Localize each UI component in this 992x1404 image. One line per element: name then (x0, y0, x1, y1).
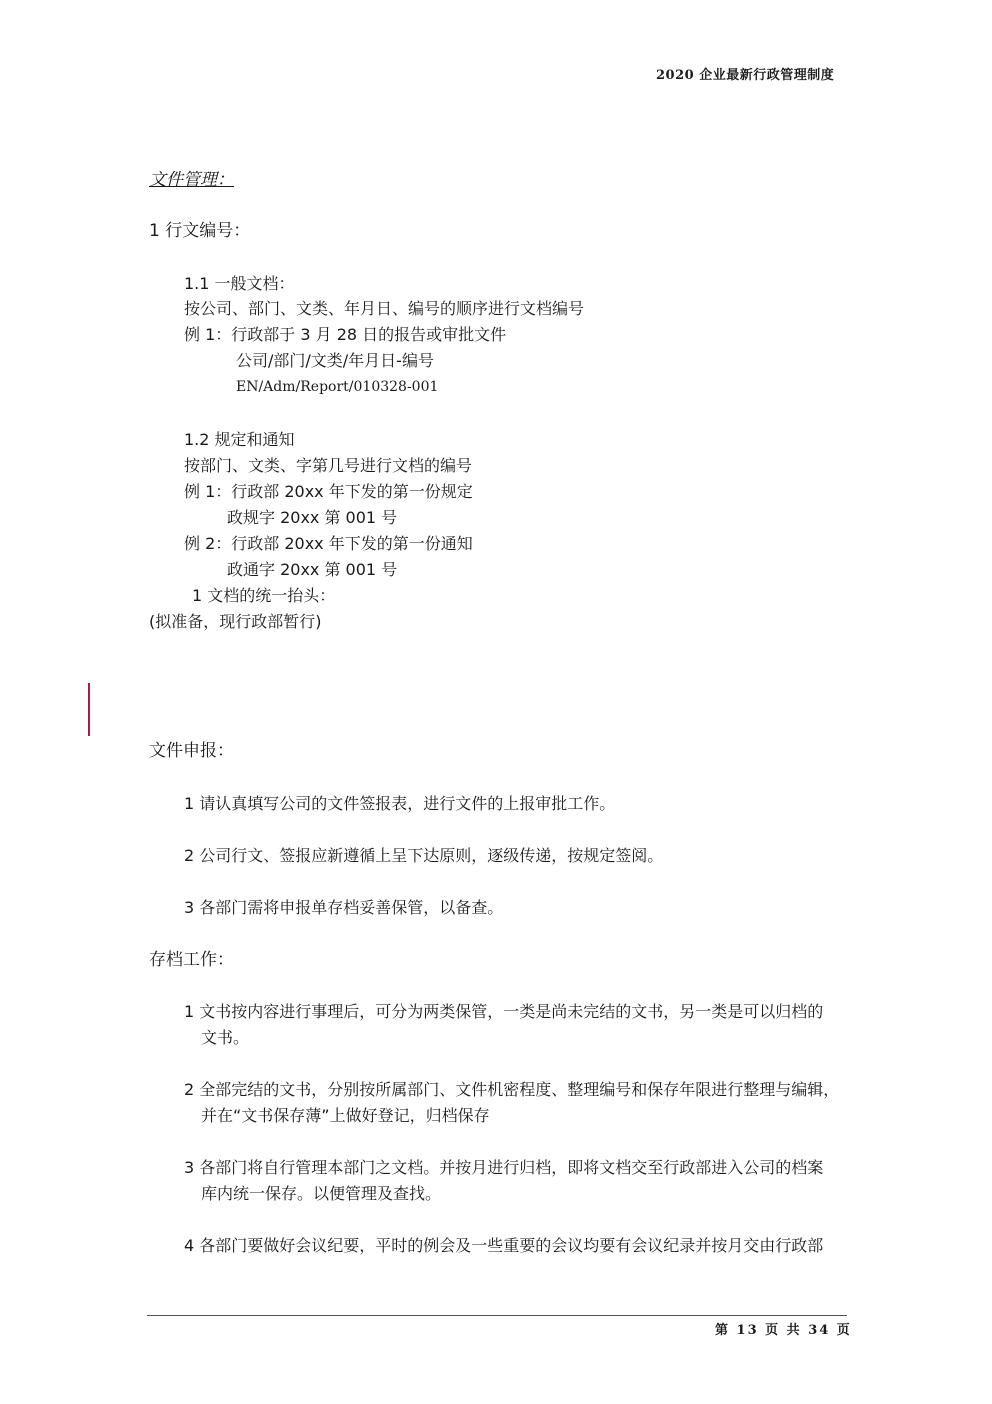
section-title-archiving: 存档工作： (149, 950, 234, 970)
section-title-file-management: 文件管理： (149, 170, 234, 190)
archive-item-3-line1: 3 各部门将自行管理本部门之文档。并按月进行归档，即将文档交至行政部进入公司的档案 (184, 1158, 824, 1177)
subsection-1-2-code1: 政规字 20xx 第 001 号 (227, 508, 398, 527)
document-header-item: 1 文档的统一抬头： (192, 586, 336, 605)
archive-item-2-line1: 2 全部完结的文书，分别按所属部门、文件机密程度、整理编号和保存年限进行整理与编辑， (184, 1080, 840, 1099)
subsection-1-2-code2: 政通字 20xx 第 001 号 (227, 560, 398, 579)
submission-item-2: 2 公司行文、签报应新遵循上呈下达原则，逐级传递，按规定签阅。 (184, 846, 664, 865)
subsection-1-2-example1: 例 1：行政部 20xx 年下发的第一份规定 (184, 482, 473, 501)
subsection-1-1-example: 例 1：行政部于 3 月 28 日的报告或审批文件 (184, 325, 507, 344)
subsection-1-1-format: 公司/部门/文类/年月日-编号 (236, 351, 434, 370)
archive-item-1-line2: 文书。 (201, 1028, 250, 1047)
submission-item-3: 3 各部门需将申报单存档妥善保管，以备查。 (184, 898, 504, 917)
document-header-note: (拟准备，现行政部暂行) (149, 612, 322, 631)
page-header: 2020 企业最新行政管理制度 (656, 68, 835, 83)
submission-item-1: 1 请认真填写公司的文件签报表，进行文件的上报审批工作。 (184, 794, 616, 813)
archive-item-1-line1: 1 文书按内容进行事理后，可分为两类保管，一类是尚未完结的文书，另一类是可以归档的 (184, 1002, 824, 1021)
footer-divider (147, 1315, 847, 1316)
archive-item-3-line2: 库内统一保存。以便管理及查找。 (201, 1184, 442, 1203)
subsection-1-2-example2: 例 2：行政部 20xx 年下发的第一份通知 (184, 534, 473, 553)
page-footer: 第 13 页 共 34 页 (715, 1323, 852, 1338)
margin-marker (88, 683, 90, 736)
archive-item-2-line2: 并在“文书保存薄”上做好登记，归档保存 (201, 1106, 490, 1125)
section-title-file-submission: 文件申报： (149, 741, 234, 761)
subsection-title-numbering: 1 行文编号： (149, 221, 251, 241)
subsection-1-2-rule: 按部门、文类、字第几号进行文档的编号 (184, 456, 473, 475)
subsection-1-1-code: EN/Adm/Report/010328-001 (236, 379, 439, 395)
subsection-1-1-rule: 按公司、部门、文类、年月日、编号的顺序进行文档编号 (184, 299, 585, 318)
subsection-1-2-title: 1.2 规定和通知 (184, 430, 295, 449)
subsection-1-1-title: 1.1 一般文档： (184, 274, 295, 293)
archive-item-4-line1: 4 各部门要做好会议纪要，平时的例会及一些重要的会议均要有会议纪录并按月交由行政部 (184, 1236, 824, 1255)
